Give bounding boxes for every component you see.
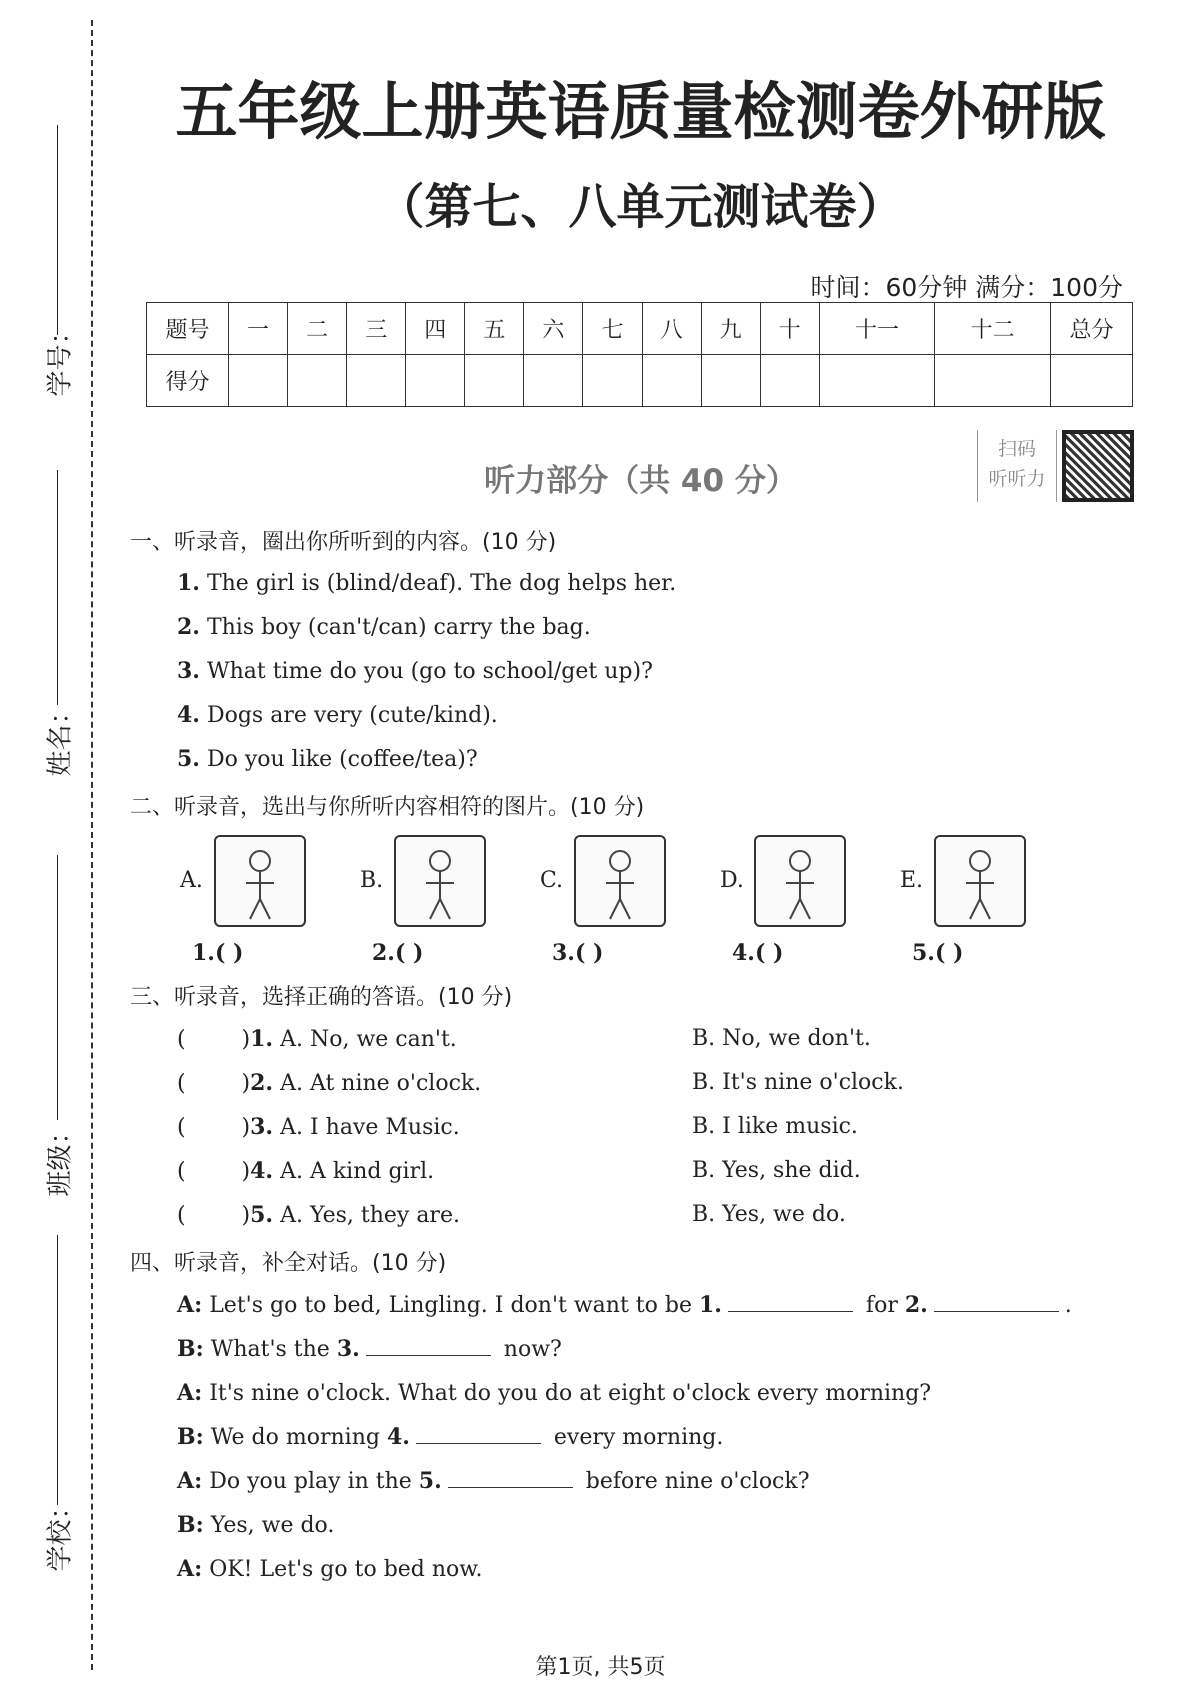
answer-bracket[interactable]: ( ) (177, 1071, 251, 1096)
dialogue-line (177, 1424, 723, 1450)
answer-bracket[interactable]: ( ) (177, 1115, 251, 1140)
picture-option-e (934, 835, 1026, 927)
score-cell[interactable] (819, 355, 935, 407)
speaker: B: (177, 1512, 204, 1538)
blank-number: 4. (386, 1424, 410, 1450)
dialogue-line (177, 1512, 334, 1538)
picture-option-b (394, 835, 486, 927)
picture-label: E. (900, 868, 924, 893)
blank-number: 3. (336, 1336, 360, 1362)
answer-blank[interactable]: 1.( ) (192, 940, 244, 966)
header-cell: 五 (465, 303, 524, 355)
score-cell[interactable] (583, 355, 642, 407)
fill-line (57, 855, 58, 1120)
dialogue-line (177, 1292, 1072, 1318)
speaker: B: (177, 1336, 204, 1362)
dialogue-line (177, 1380, 931, 1406)
section2-heading: 二、听录音，选出与你所听内容相符的图片。(10 分) (130, 795, 645, 820)
option-b: B. Yes, she did. (692, 1158, 861, 1183)
fill-blank[interactable] (448, 1468, 573, 1488)
question-number: 1. (250, 1026, 274, 1052)
question-text: Dogs are very (cute/kind). (199, 703, 498, 728)
score-cell[interactable] (288, 355, 347, 407)
fill-line (57, 470, 58, 705)
option-a: A. Yes, they are. (273, 1203, 460, 1228)
question-number: 5. (177, 746, 200, 772)
header-cell: 一 (229, 303, 288, 355)
picture-option-a (214, 835, 306, 927)
choice-item (177, 1158, 434, 1184)
dialogue-text: It's nine o'clock. What do you do at eight o'clock every morning? (202, 1381, 932, 1406)
answer-bracket[interactable]: ( ) (177, 1159, 251, 1184)
score-row-label: 得分 (147, 355, 229, 407)
header-cell: 四 (406, 303, 465, 355)
question-item (177, 570, 676, 596)
fill-blank[interactable] (366, 1336, 491, 1356)
option-a: A. No, we can't. (273, 1027, 457, 1052)
dialogue-text: We do morning (203, 1425, 387, 1450)
score-cell[interactable] (347, 355, 406, 407)
choice-item (177, 1026, 457, 1052)
score-cell[interactable] (1051, 355, 1133, 407)
dialogue-line (177, 1468, 810, 1494)
table-header-row (147, 303, 1133, 355)
scan-label (977, 430, 1057, 502)
header-cell: 八 (642, 303, 701, 355)
option-b: B. I like music. (692, 1114, 858, 1139)
question-item (177, 702, 498, 728)
choice-item (177, 1114, 460, 1140)
dialogue-text: Yes, we do. (203, 1513, 335, 1538)
section3-heading: 三、听录音，选择正确的答语。(10 分) (130, 985, 513, 1010)
choice-item (177, 1070, 481, 1096)
blank-number: 1. (698, 1292, 722, 1318)
question-number: 4. (250, 1158, 274, 1184)
header-cell: 题号 (147, 303, 229, 355)
answer-bracket[interactable]: ( ) (177, 1027, 251, 1052)
score-cell[interactable] (406, 355, 465, 407)
blank-number: 5. (418, 1468, 442, 1494)
score-cell[interactable] (935, 355, 1051, 407)
question-text: Do you like (coffee/tea)? (199, 747, 478, 772)
option-a: A. At nine o'clock. (273, 1071, 482, 1096)
answer-blank[interactable]: 5.( ) (912, 940, 964, 966)
question-text: This boy (can't/can) carry the bag. (199, 615, 591, 640)
header-cell: 三 (347, 303, 406, 355)
page-footer: 第1页, 共5页 (535, 1655, 666, 1680)
listen-text: 听听力 (988, 468, 1046, 490)
fill-blank[interactable] (728, 1292, 853, 1312)
header-cell: 十一 (819, 303, 935, 355)
question-item (177, 746, 478, 772)
dialogue-line (177, 1336, 562, 1362)
page-title: 五年级上册英语质量检测卷外研版 (175, 75, 1106, 148)
fill-line (57, 1235, 58, 1505)
section4-heading: 四、听录音，补全对话。(10 分) (130, 1251, 447, 1276)
score-cell[interactable] (642, 355, 701, 407)
picture-label: A. (180, 868, 203, 893)
section1-heading: 一、听录音，圈出你所听到的内容。(10 分) (130, 530, 557, 555)
header-cell: 六 (524, 303, 583, 355)
question-number: 5. (250, 1202, 274, 1228)
blank-number: 2. (904, 1292, 928, 1318)
score-cell[interactable] (229, 355, 288, 407)
student-id-label: 学号： (45, 318, 76, 397)
scan-text: 扫码 (997, 438, 1036, 460)
answer-blank[interactable]: 2.( ) (372, 940, 424, 966)
question-number: 1. (177, 570, 200, 596)
answer-blank[interactable]: 4.( ) (732, 940, 784, 966)
option-b: B. It's nine o'clock. (692, 1070, 904, 1095)
speaker: A: (177, 1380, 203, 1406)
question-text: What time do you (go to school/get up)? (199, 659, 653, 684)
fill-blank[interactable] (934, 1292, 1059, 1312)
page-subtitle: （第七、八单元测试卷） (376, 179, 905, 235)
question-number: 2. (250, 1070, 274, 1096)
speaker: A: (177, 1468, 203, 1494)
class-label: 班级： (45, 1118, 76, 1197)
question-number: 2. (177, 614, 200, 640)
score-table (146, 302, 1133, 407)
listening-section-title: 听力部分（共 40 分） (484, 463, 797, 499)
dialogue-text: before nine o'clock? (578, 1469, 810, 1494)
option-a: A. I have Music. (273, 1115, 460, 1140)
dialogue-text: OK! Let's go to bed now. (202, 1557, 483, 1582)
cut-line (91, 20, 93, 1670)
table-score-row (147, 355, 1133, 407)
question-number: 3. (250, 1114, 274, 1140)
picture-label: C. (540, 868, 564, 893)
score-cell[interactable] (524, 355, 583, 407)
picture-option-c (574, 835, 666, 927)
name-label: 姓名： (45, 698, 76, 777)
picture-label: D. (720, 868, 744, 893)
dialogue-text: Do you play in the (202, 1469, 419, 1494)
header-cell: 七 (583, 303, 642, 355)
dialogue-text: every morning. (546, 1425, 724, 1450)
dialogue-text: . (1064, 1293, 1072, 1318)
header-cell: 十二 (935, 303, 1051, 355)
score-cell[interactable] (760, 355, 819, 407)
score-cell[interactable] (701, 355, 760, 407)
question-text: The girl is (blind/deaf). The dog helps her. (199, 571, 677, 596)
answer-bracket[interactable]: ( ) (177, 1203, 251, 1228)
option-a: A. A kind girl. (273, 1159, 435, 1184)
speaker: B: (177, 1424, 204, 1450)
question-item (177, 658, 653, 684)
speaker: A: (177, 1556, 203, 1582)
picture-label: B. (360, 868, 384, 893)
choice-item (177, 1202, 460, 1228)
school-label: 学校： (45, 1493, 76, 1572)
fill-blank[interactable] (416, 1424, 541, 1444)
dialogue-text: for (858, 1293, 905, 1318)
dialogue-text: What's the (203, 1337, 337, 1362)
option-b: B. No, we don't. (692, 1026, 871, 1051)
dialogue-text: now? (496, 1337, 562, 1362)
question-number: 4. (177, 702, 200, 728)
answer-blank[interactable]: 3.( ) (552, 940, 604, 966)
header-cell: 九 (701, 303, 760, 355)
header-cell: 十 (760, 303, 819, 355)
header-cell: 二 (288, 303, 347, 355)
option-b: B. Yes, we do. (692, 1202, 846, 1227)
question-item (177, 614, 591, 640)
dialogue-text: Let's go to bed, Lingling. I don't want to be (202, 1293, 699, 1318)
score-cell[interactable] (465, 355, 524, 407)
question-number: 3. (177, 658, 200, 684)
time-info: 时间：60分钟 满分：100分 (810, 273, 1123, 302)
header-cell: 总分 (1051, 303, 1133, 355)
qr-code-icon[interactable] (1062, 430, 1134, 502)
speaker: A: (177, 1292, 203, 1318)
picture-option-d (754, 835, 846, 927)
dialogue-line (177, 1556, 483, 1582)
